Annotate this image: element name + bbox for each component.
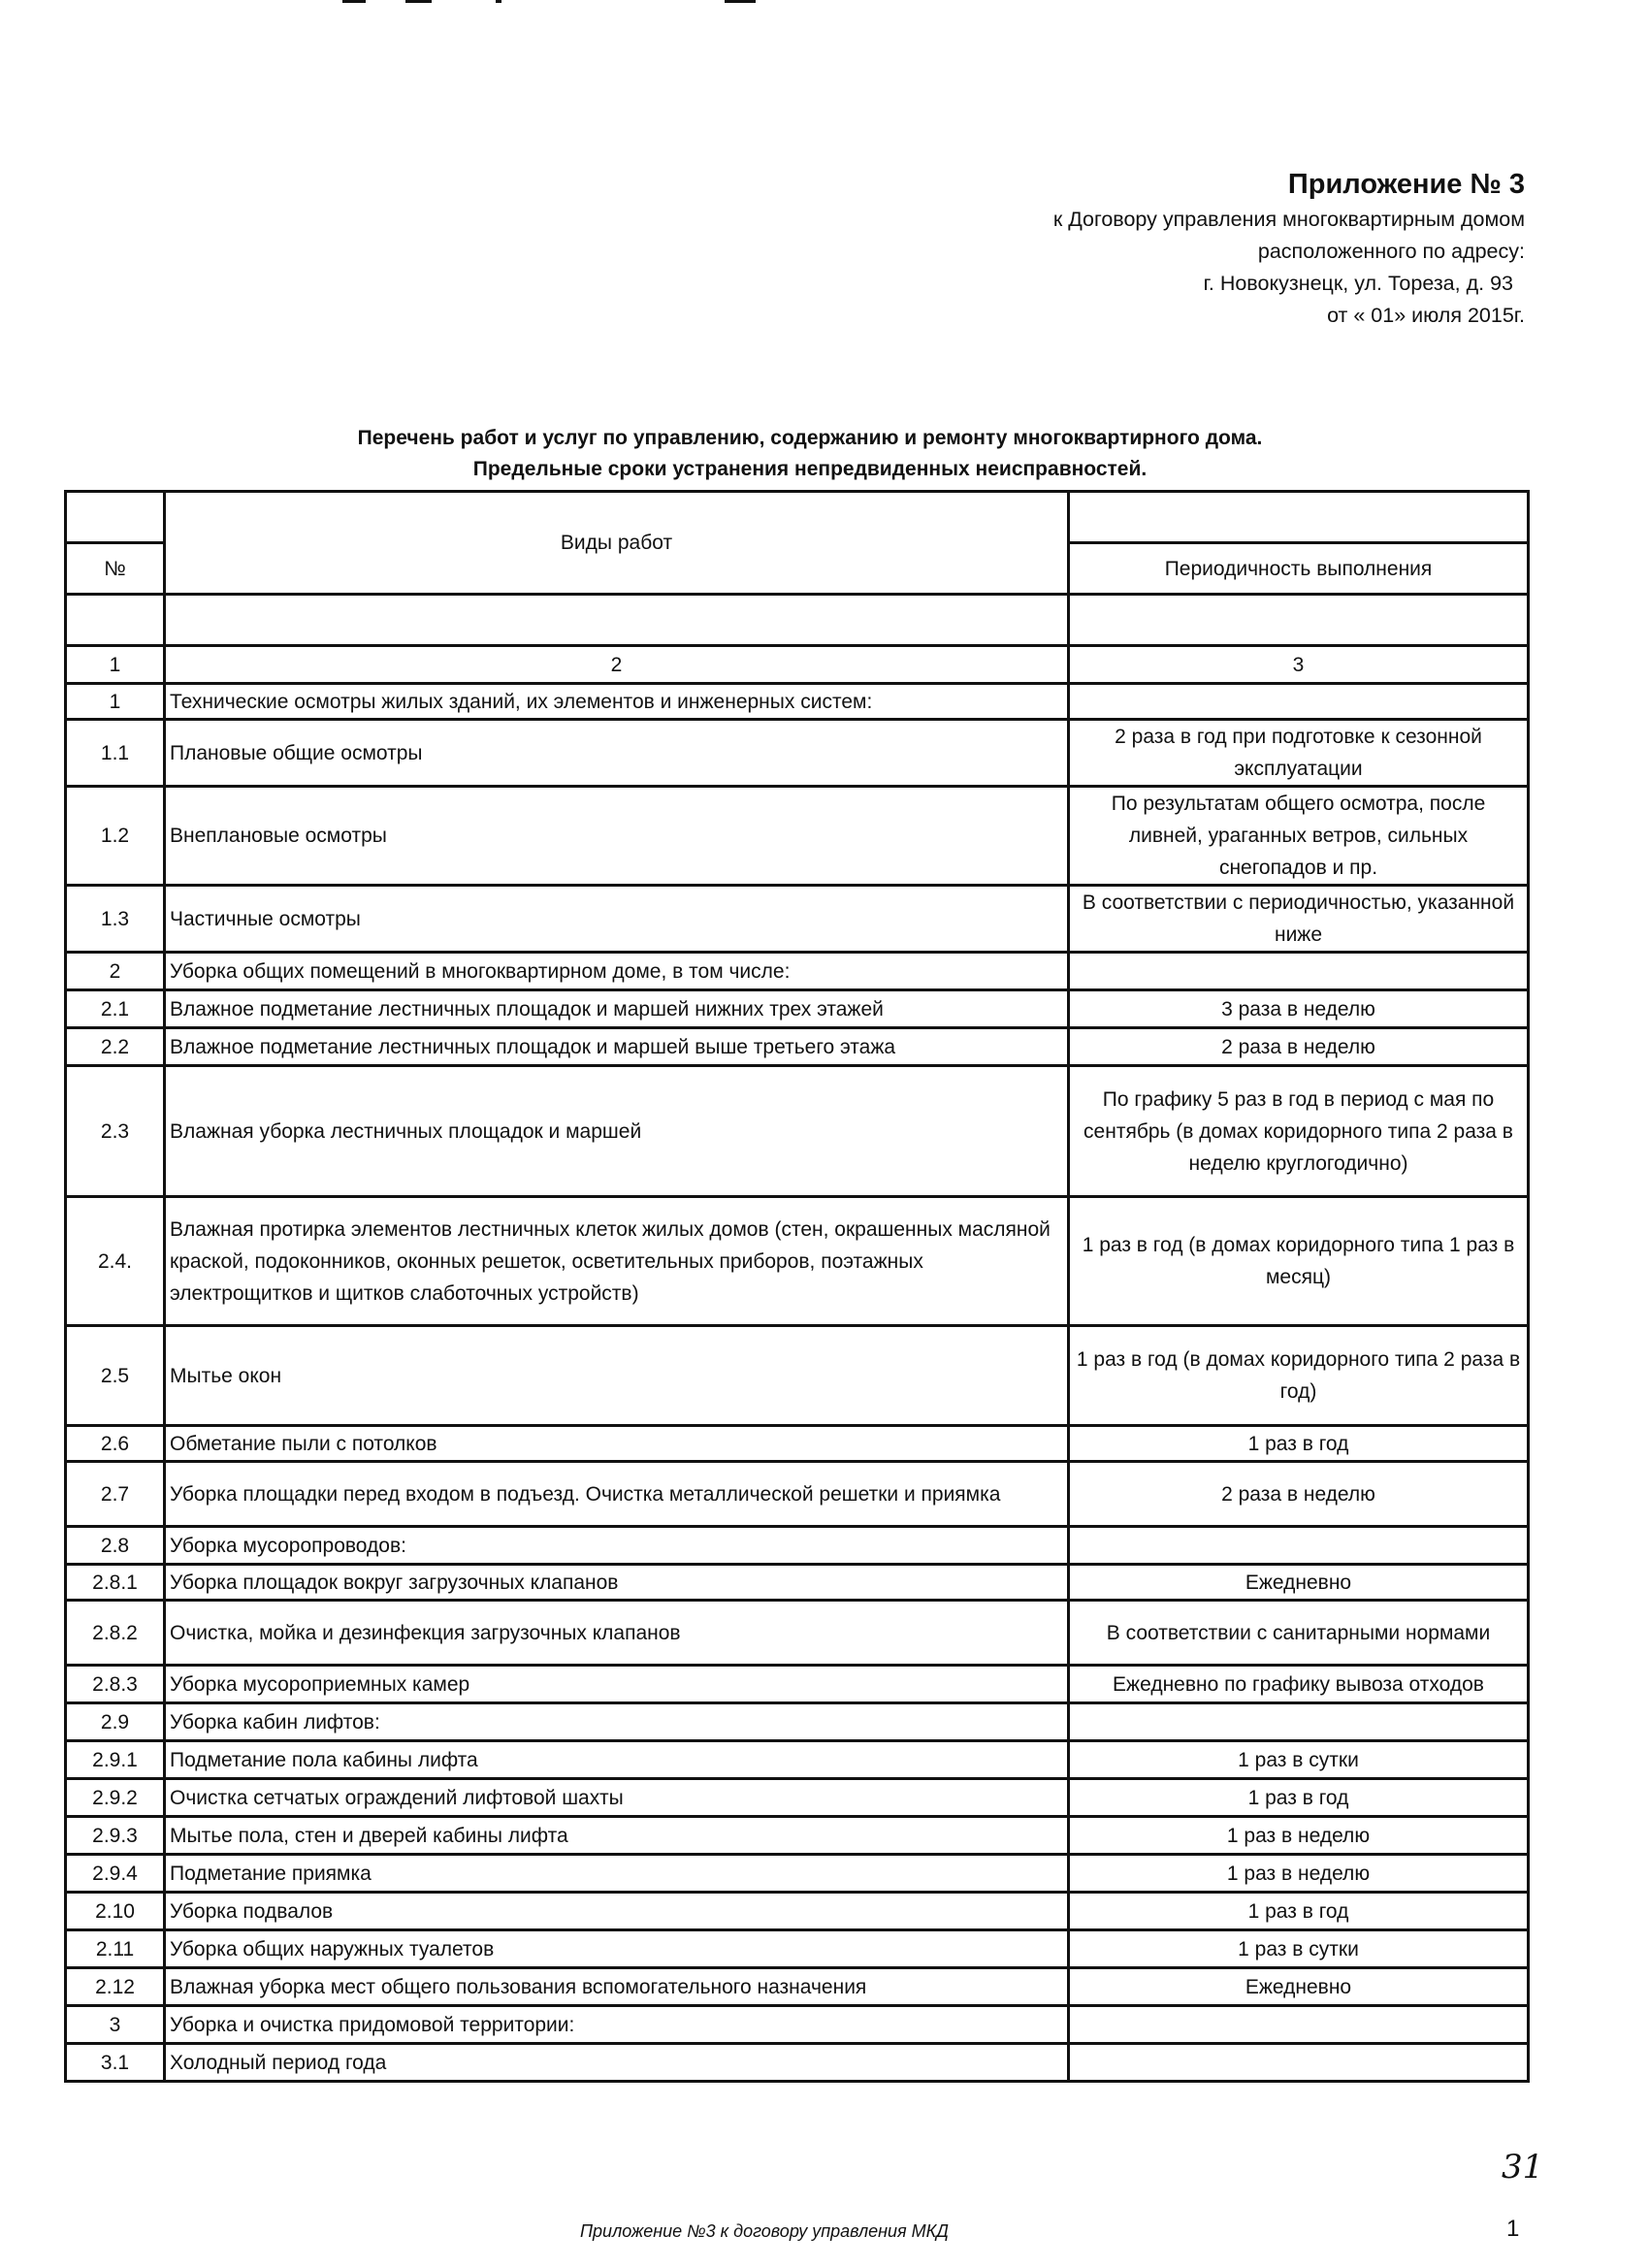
scan-artifact	[725, 0, 756, 3]
header-cell-num-bottom	[66, 595, 165, 646]
cell-work: Подметание пола кабины лифта	[165, 1741, 1069, 1779]
footer-note: Приложение №3 к договору управления МКД	[580, 2221, 949, 2241]
cell-num: 2.9.1	[66, 1741, 165, 1779]
table-row	[66, 1968, 1529, 2006]
cell-work: Внеплановые осмотры	[165, 787, 1069, 886]
cell-freq: 1 раз в неделю	[1069, 1817, 1529, 1855]
cell-num: 2.6	[66, 1426, 165, 1462]
table-row	[66, 1817, 1529, 1855]
table-row	[66, 1565, 1529, 1601]
cell-work: Плановые общие осмотры	[165, 720, 1069, 787]
cell-freq	[1069, 684, 1529, 720]
cell-work: Мытье окон	[165, 1326, 1069, 1426]
cell-freq	[1069, 2006, 1529, 2044]
heading-line: Предельные сроки устранения непредвиденных неисправностей.	[472, 458, 1148, 480]
page-number: 1	[1506, 2216, 1520, 2242]
cell-num: 2.4.	[66, 1197, 165, 1326]
cell-freq: 3 раза в неделю	[1069, 990, 1529, 1028]
cell-freq: В соответствии с санитарными нормами	[1069, 1601, 1529, 1666]
cell-num: 2.9	[66, 1703, 165, 1741]
cell-work: Мытье пола, стен и дверей кабины лифта	[165, 1817, 1069, 1855]
cell-freq: 1 раз в неделю	[1069, 1855, 1529, 1893]
table-row	[66, 1527, 1529, 1565]
cell-freq: Ежедневно	[1069, 1565, 1529, 1601]
appendix-title: Приложение № 3	[1287, 169, 1525, 200]
header-cell-work	[165, 492, 1069, 595]
cell-num: 2.3	[66, 1066, 165, 1197]
cell-freq: По результатам общего осмотра, после ливней, ураганных ветров, сильных снегопадов и пр.	[1069, 787, 1529, 886]
scan-artifact	[405, 0, 432, 3]
table-row	[66, 1326, 1529, 1426]
column-header-work: Виды работ	[560, 532, 673, 554]
cell-work: Уборка общих помещений в многоквартирном доме, в том числе:	[165, 953, 1069, 990]
scan-artifact	[342, 0, 366, 3]
cell-freq: 1 раз в год	[1069, 1779, 1529, 1817]
handwritten-page-number: 31	[1502, 2148, 1544, 2187]
table-row	[66, 1855, 1529, 1893]
header-cell-freq-bottom	[1069, 595, 1529, 646]
table-row	[66, 1426, 1529, 1462]
cell-freq: 2 раза в неделю	[1069, 1462, 1529, 1527]
table-row	[66, 1601, 1529, 1666]
header-cell-num	[66, 492, 165, 543]
cell-num: 2.8	[66, 1527, 165, 1565]
table-row	[66, 1779, 1529, 1817]
table-row	[66, 990, 1529, 1028]
cell-freq: 1 раз в сутки	[1069, 1930, 1529, 1968]
cell-work: Обметание пыли с потолков	[165, 1426, 1069, 1462]
cell-num: 2.1	[66, 990, 165, 1028]
cell-work: Очистка, мойка и дезинфекция загрузочных клапанов	[165, 1601, 1069, 1666]
cell-num: 2.12	[66, 1968, 165, 2006]
cell-work: Влажная уборка лестничных площадок и маршей	[165, 1066, 1069, 1197]
table-row	[66, 886, 1529, 953]
column-header-num: №	[66, 543, 165, 595]
cell-num: 3.1	[66, 2044, 165, 2082]
cell-freq: По графику 5 раз в год в период с мая по сентябрь (в домах коридорного типа 2 раза в неделю круглогодично)	[1069, 1066, 1529, 1197]
appendix-header	[1053, 165, 1525, 332]
cell-num: 2.10	[66, 1893, 165, 1930]
table-row	[66, 1197, 1529, 1326]
cell-freq: 1 раз в год (в домах коридорного типа 2 раза в год)	[1069, 1326, 1529, 1426]
cell-num: 2	[66, 953, 165, 990]
cell-work: Технические осмотры жилых зданий, их элементов и инженерных систем:	[165, 684, 1069, 720]
column-header-freq: Периодичность выполнения	[1069, 543, 1529, 595]
cell-freq: 1 раз в сутки	[1069, 1741, 1529, 1779]
column-number-row	[66, 646, 1529, 684]
cell-work: Подметание приямка	[165, 1855, 1069, 1893]
table-row	[66, 787, 1529, 886]
cell-freq: Ежедневно по графику вывоза отходов	[1069, 1666, 1529, 1703]
column-number: 1	[66, 646, 165, 684]
cell-num: 1.2	[66, 787, 165, 886]
cell-work: Влажное подметание лестничных площадок и маршей выше третьего этажа	[165, 1028, 1069, 1066]
scan-artifact	[496, 0, 501, 3]
cell-work: Уборка площадок вокруг загрузочных клапанов	[165, 1565, 1069, 1601]
appendix-line: к Договору управления многоквартирным домом	[1052, 208, 1525, 231]
cell-freq: 1 раз в год (в домах коридорного типа 1 раз в месяц)	[1069, 1197, 1529, 1326]
cell-num: 2.5	[66, 1326, 165, 1426]
header-row	[66, 595, 1529, 646]
table-row	[66, 2006, 1529, 2044]
cell-freq: 2 раза в год при подготовке к сезонной эксплуатации	[1069, 720, 1529, 787]
appendix-line: расположенного по адресу:	[1257, 240, 1525, 263]
table-row	[66, 953, 1529, 990]
cell-num: 2.9.4	[66, 1855, 165, 1893]
cell-work: Уборка площадки перед входом в подъезд. Очистка металлической решетки и приямка	[165, 1462, 1069, 1527]
cell-num: 2.8.3	[66, 1666, 165, 1703]
cell-work: Холодный период года	[165, 2044, 1069, 2082]
cell-num: 2.8.1	[66, 1565, 165, 1601]
table-row	[66, 2044, 1529, 2082]
table-row	[66, 720, 1529, 787]
cell-work: Влажная протирка элементов лестничных клеток жилых домов (стен, окрашенных масляной краской, подоконников, оконных решеток, осветительных приборов, поэтажных электрощитков и щитков слаботочных устройств)	[165, 1197, 1069, 1326]
cell-work: Частичные осмотры	[165, 886, 1069, 953]
appendix-date: от « 01» июля 2015г.	[1327, 304, 1525, 327]
cell-freq	[1069, 953, 1529, 990]
cell-work: Влажное подметание лестничных площадок и маршей нижних трех этажей	[165, 990, 1069, 1028]
table-row	[66, 1741, 1529, 1779]
cell-freq: 1 раз в год	[1069, 1426, 1529, 1462]
cell-freq	[1069, 2044, 1529, 2082]
column-number: 3	[1069, 646, 1529, 684]
cell-work: Уборка и очистка придомовой территории:	[165, 2006, 1069, 2044]
cell-freq: 2 раза в неделю	[1069, 1028, 1529, 1066]
cell-work: Уборка мусороприемных камер	[165, 1666, 1069, 1703]
table-row	[66, 684, 1529, 720]
cell-num: 2.2	[66, 1028, 165, 1066]
cell-num: 1	[66, 684, 165, 720]
document-heading	[0, 423, 1649, 485]
cell-freq: В соответствии с периодичностью, указанной ниже	[1069, 886, 1529, 953]
cell-work: Уборка мусоропроводов:	[165, 1527, 1069, 1565]
works-table	[64, 490, 1530, 2083]
cell-num: 3	[66, 2006, 165, 2044]
cell-num: 1.3	[66, 886, 165, 953]
cell-num: 2.7	[66, 1462, 165, 1527]
table-row	[66, 1666, 1529, 1703]
cell-num: 1.1	[66, 720, 165, 787]
table-row	[66, 1462, 1529, 1527]
header-cell-work-bottom	[165, 595, 1069, 646]
column-number: 2	[165, 646, 1069, 684]
cell-work: Уборка кабин лифтов:	[165, 1703, 1069, 1741]
table-row	[66, 1930, 1529, 1968]
cell-work: Уборка подвалов	[165, 1893, 1069, 1930]
table-row	[66, 1703, 1529, 1741]
cell-work: Уборка общих наружных туалетов	[165, 1930, 1069, 1968]
appendix-address: г. Новокузнецк, ул. Тореза, д. 93	[1203, 272, 1513, 295]
cell-work: Очистка сетчатых ограждений лифтовой шахты	[165, 1779, 1069, 1817]
header-row	[66, 492, 1529, 543]
cell-freq	[1069, 1703, 1529, 1741]
cell-num: 2.9.2	[66, 1779, 165, 1817]
cell-num: 2.11	[66, 1930, 165, 1968]
cell-freq: 1 раз в год	[1069, 1893, 1529, 1930]
table-row	[66, 1028, 1529, 1066]
cell-num: 2.8.2	[66, 1601, 165, 1666]
heading-line: Перечень работ и услуг по управлению, содержанию и ремонту многоквартирного дома.	[357, 427, 1263, 449]
table-row	[66, 1066, 1529, 1197]
table-row	[66, 1893, 1529, 1930]
cell-freq	[1069, 1527, 1529, 1565]
cell-num: 2.9.3	[66, 1817, 165, 1855]
header-cell-freq-top	[1069, 492, 1529, 543]
cell-work: Влажная уборка мест общего пользования вспомогательного назначения	[165, 1968, 1069, 2006]
cell-freq: Ежедневно	[1069, 1968, 1529, 2006]
